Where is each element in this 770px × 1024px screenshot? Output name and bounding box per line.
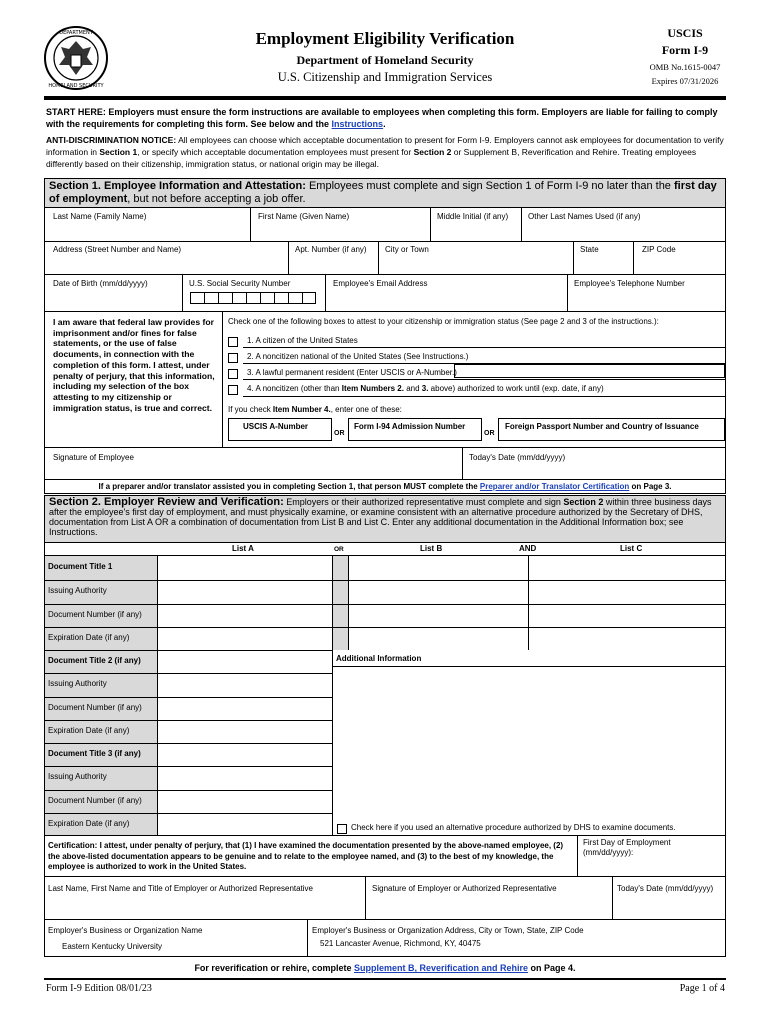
- row-divider: [45, 720, 333, 721]
- item4-instructions: If you check Item Number 4., enter one of these:: [228, 405, 402, 414]
- list-a-input[interactable]: [158, 720, 332, 743]
- first-day-field[interactable]: First Day of Employment (mm/dd/yyyy):: [583, 838, 671, 857]
- alt-procedure-text: Check here if you used an alternative procedure authorized by DHS to examine documents.: [351, 823, 676, 832]
- svg-text:DEPARTMENT: DEPARTMENT: [59, 30, 93, 36]
- list-c-input[interactable]: [529, 627, 725, 650]
- header-rule: [44, 96, 726, 100]
- list-a-heading: List A: [232, 544, 254, 553]
- last-name-field[interactable]: Last Name (Family Name): [53, 212, 147, 221]
- list-a-input[interactable]: [158, 743, 332, 766]
- list-b-input[interactable]: [349, 556, 528, 580]
- preparer-certification-link[interactable]: Preparer and/or Translator Certification: [479, 482, 630, 491]
- doc-row-label: Document Title 1: [45, 556, 157, 580]
- dob-field[interactable]: Date of Birth (mm/dd/yyyy): [53, 279, 148, 288]
- org-address-value[interactable]: 521 Lancaster Avenue, Richmond, KY, 40475: [320, 939, 481, 948]
- row-divider: [45, 673, 333, 674]
- reverification-note: For reverification or rehire, complete Supplement B, Reverification and Rehire on Page 4.: [194, 963, 576, 973]
- rep-signature-field[interactable]: Signature of Employer or Authorized Representative: [372, 884, 557, 893]
- row-divider: [45, 790, 333, 791]
- list-b-input[interactable]: [349, 627, 528, 650]
- form-title: Employment Eligibility Verification: [255, 29, 515, 48]
- apt-number-field[interactable]: Apt. Number (if any): [295, 245, 367, 254]
- option-noncitizen-authorized: 4. A noncitizen (other than Item Numbers 2. and 3. above) authorized to work until (exp. date, if any): [247, 384, 604, 393]
- doc-row-label: Issuing Authority: [45, 766, 157, 790]
- page-number: Page 1 of 4: [679, 983, 725, 994]
- org-address-label: Employer's Business or Organization Address, City or Town, State, ZIP Code: [312, 926, 584, 935]
- list-c-input[interactable]: [529, 580, 725, 604]
- ssn-label: U.S. Social Security Number: [189, 279, 291, 288]
- row-divider: [45, 813, 333, 814]
- org-name-value[interactable]: Eastern Kentucky University: [62, 942, 163, 951]
- doc-row-label: Expiration Date (if any): [45, 813, 157, 835]
- rep-date-field[interactable]: Today's Date (mm/dd/yyyy): [617, 884, 714, 893]
- city-field[interactable]: City or Town: [385, 245, 429, 254]
- or-label-2: OR: [484, 430, 495, 437]
- doc-row-label: Expiration Date (if any): [45, 720, 157, 743]
- zip-field[interactable]: ZIP Code: [642, 245, 676, 254]
- permanent-resident-checkbox[interactable]: [228, 369, 238, 379]
- row-divider: [45, 697, 333, 698]
- or-heading: OR: [334, 546, 344, 553]
- list-b-heading: List B: [420, 544, 443, 553]
- doc-row-label: Issuing Authority: [45, 580, 157, 604]
- preparer-note: If a preparer and/or translator assisted you in completing Section 1, that person MUST complete the Preparer and/or Translator Certification on Page 3.: [98, 482, 672, 491]
- uscis-label: USCIS: [667, 26, 703, 40]
- doc-row-label: Expiration Date (if any): [45, 627, 157, 650]
- certification-text: Certification: I attest, under penalty of perjury, that (1) I have examined the documentation presented by the above-named employee, (2) the above-listed documentation appears to be genuine and to relate to the employee named, and (3) to the best of my knowledge, the employee is authorized to work in the United States.: [48, 841, 564, 871]
- ssn-input[interactable]: [190, 292, 316, 304]
- additional-info-label: Additional Information: [336, 654, 422, 663]
- state-field[interactable]: State: [580, 245, 599, 254]
- row-divider: [45, 743, 333, 744]
- list-a-input[interactable]: [158, 673, 332, 697]
- employee-date-field[interactable]: Today's Date (mm/dd/yyyy): [469, 453, 566, 462]
- list-a-input[interactable]: [158, 650, 332, 673]
- supplement-b-link[interactable]: Supplement B, Reverification and Rehire: [354, 963, 529, 973]
- form-number: Form I-9: [661, 43, 709, 57]
- list-c-input[interactable]: [529, 556, 725, 580]
- section2-header: Section 2. Employer Review and Verification: Employers or their authorized representative must complete and sign Section 2 within three business days after the employee's first day of employment, and must physically examine, or examine consistent with an alternative procedure authorized by the Secretary of DHS, documentation from List A OR a combination of documentation from List B and List C. Enter any additional documentation in the Additional Information box; see Instructions.: [45, 496, 725, 542]
- citizen-checkbox[interactable]: [228, 337, 238, 347]
- expiration-date: Expires 07/31/2026: [651, 76, 719, 86]
- form-edition: Form I-9 Edition 08/01/23: [46, 983, 152, 994]
- alt-procedure-checkbox[interactable]: [337, 824, 347, 834]
- option-permanent-resident: 3. A lawful permanent resident (Enter USCIS or A-Number.): [247, 368, 457, 377]
- list-a-input[interactable]: [158, 697, 332, 720]
- noncitizen-national-checkbox[interactable]: [228, 353, 238, 363]
- list-b-input[interactable]: [349, 604, 528, 627]
- list-a-input[interactable]: [158, 766, 332, 790]
- employee-signature-field[interactable]: Signature of Employee: [53, 453, 134, 462]
- row-divider: [45, 766, 333, 767]
- row-divider: [45, 580, 725, 581]
- doc-row-label: Document Title 2 (if any): [45, 650, 157, 673]
- start-here-text: START HERE: Employers must ensure the form instructions are available to employees when completing this form. Employers are liable for failing to comply with the requirements for completing this form. See below and the Instructions.: [46, 107, 718, 129]
- i94-label: Form I-94 Admission Number: [354, 422, 466, 431]
- department-name: Department of Homeland Security: [296, 53, 474, 67]
- noncitizen-authorized-checkbox[interactable]: [228, 385, 238, 395]
- org-name-label: Employer's Business or Organization Name: [48, 926, 203, 935]
- row-divider: [45, 650, 333, 651]
- perjury-statement: I am aware that federal law provides for imprisonment and/or fines for false statements, or the use of false documents, in connection with the completion of this form. I attest, under penalty of perjury, that this information, including my selection of the box attesting to my citizenship or immigration status, is true and correct.: [53, 317, 215, 413]
- doc-row-label: Document Number (if any): [45, 697, 157, 720]
- a-number-input[interactable]: [454, 364, 725, 378]
- and-heading: AND: [519, 544, 537, 553]
- doc-row-label: Issuing Authority: [45, 673, 157, 697]
- or-column: [332, 556, 348, 650]
- doc-row-label: Document Title 3 (if any): [45, 743, 157, 766]
- section1-header: Section 1. Employee Information and Attestation: Employees must complete and sign Section 1 of Form I-9 no later than the first day of employment, but not before accepting a job offer.: [45, 179, 725, 207]
- footer-rule: [44, 978, 726, 980]
- row-divider: [45, 604, 725, 605]
- doc-row-label: Document Number (if any): [45, 790, 157, 813]
- address-field[interactable]: Address (Street Number and Name): [53, 245, 182, 254]
- option-noncitizen-national: 2. A noncitizen national of the United States (See Instructions.): [247, 352, 469, 361]
- middle-initial-field[interactable]: Middle Initial (if any): [437, 212, 509, 221]
- svg-text:HOMELAND SECURITY: HOMELAND SECURITY: [48, 83, 104, 89]
- rep-name-field[interactable]: Last Name, First Name and Title of Employer or Authorized Representative: [48, 884, 314, 893]
- list-c-heading: List C: [620, 544, 643, 553]
- email-field[interactable]: Employee's Email Address: [333, 279, 428, 288]
- instructions-link[interactable]: Instructions: [331, 119, 384, 129]
- status-instructions: Check one of the following boxes to attest to your citizenship or immigration status (See page 2 and 3 of the instructions.):: [228, 317, 659, 326]
- doc-row-label: Document Number (if any): [45, 604, 157, 627]
- list-b-input[interactable]: [349, 580, 528, 604]
- other-names-field[interactable]: Other Last Names Used (if any): [528, 212, 641, 221]
- phone-field[interactable]: Employee's Telephone Number: [574, 279, 685, 288]
- list-a-input[interactable]: [158, 556, 332, 580]
- or-label-1: OR: [334, 430, 345, 437]
- list-a-input[interactable]: [158, 813, 332, 835]
- option-citizen: 1. A citizen of the United States: [247, 336, 358, 345]
- list-c-input[interactable]: [529, 604, 725, 627]
- anti-discrimination-notice: ANTI-DISCRIMINATION NOTICE: All employees can choose which acceptable documentation to present for Form I-9. Employers cannot ask employees for documentation to verify information in Section 1, or specify which acceptable documentation employees must present for Section 2 or Supplement B, Reverification and Rehire. Treating employees differently based on their citizenship, immigration status, or national origin may be illegal.: [46, 135, 724, 169]
- list-a-input[interactable]: [158, 604, 332, 627]
- agency-name: U.S. Citizenship and Immigration Services: [277, 70, 493, 84]
- a-number-label: USCIS A-Number: [243, 422, 309, 431]
- list-a-input[interactable]: [158, 580, 332, 604]
- row-divider: [45, 627, 725, 628]
- omb-number: OMB No.1615-0047: [649, 62, 721, 72]
- first-name-field[interactable]: First Name (Given Name): [258, 212, 350, 221]
- list-a-input[interactable]: [158, 790, 332, 813]
- passport-label: Foreign Passport Number and Country of Issuance: [505, 422, 699, 431]
- list-a-input[interactable]: [158, 627, 332, 650]
